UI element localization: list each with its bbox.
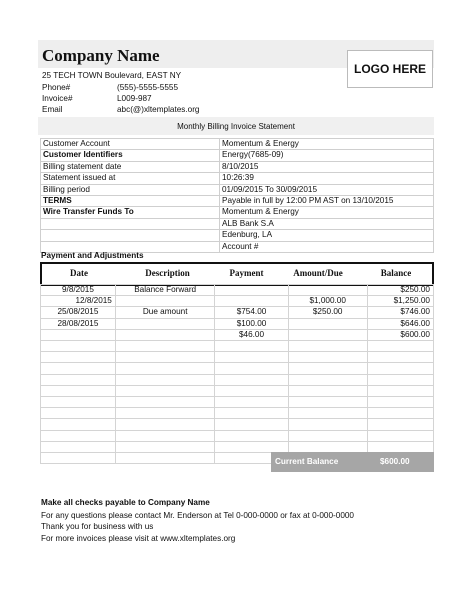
phone-label: Phone# (42, 83, 71, 92)
cell-description (115, 363, 215, 374)
cell-description (115, 430, 215, 441)
cell-date (41, 430, 116, 441)
cell-balance (367, 363, 433, 374)
cell-date (41, 408, 116, 419)
checks-payable-note: Make all checks payable to Company Name (41, 498, 210, 507)
account-row-value: ALB Bank S.A (220, 218, 434, 229)
account-row-value: Account # (220, 241, 434, 252)
cell-balance (367, 385, 433, 396)
account-row-value: 10:26:39 (220, 173, 434, 184)
cell-amount-due (288, 363, 367, 374)
current-balance-value: $600.00 (380, 457, 410, 466)
email-value: abc(@)xltemplates.org (117, 105, 200, 114)
account-row-value: 8/10/2015 (220, 161, 434, 172)
cell-balance: $250.00 (367, 285, 433, 296)
col-header-amount-due: Amount/Due (293, 268, 343, 278)
table-row (41, 296, 434, 307)
current-balance-label: Current Balance (275, 457, 339, 466)
cell-amount-due (288, 430, 367, 441)
cell-balance: $746.00 (367, 307, 433, 318)
col-header-date: Date (70, 268, 88, 278)
cell-balance: $646.00 (367, 318, 433, 329)
cell-date: 12/8/2015 (41, 296, 116, 307)
cell-payment (215, 363, 288, 374)
cell-amount-due: $1,000.00 (288, 296, 367, 307)
cell-description (115, 318, 215, 329)
payments-header-row (40, 262, 434, 286)
cell-balance (367, 430, 433, 441)
account-row (41, 230, 434, 241)
account-row-label: Billing statement date (41, 161, 220, 172)
cell-payment (215, 408, 288, 419)
more-invoices-note: For more invoices please visit at www.xltemplates.org (41, 534, 236, 543)
cell-date (41, 396, 116, 407)
cell-date: 9/8/2015 (41, 285, 116, 296)
payments-heading: Payment and Adjustments (41, 251, 144, 260)
cell-amount-due (288, 408, 367, 419)
account-row-label (41, 230, 220, 241)
account-row-value: 01/09/2015 To 30/09/2015 (220, 184, 434, 195)
table-row (41, 430, 434, 441)
cell-description (115, 441, 215, 452)
cell-payment: $100.00 (215, 318, 288, 329)
account-row (41, 196, 434, 207)
cell-date (41, 352, 116, 363)
cell-payment (215, 374, 288, 385)
cell-date (41, 374, 116, 385)
cell-payment (215, 430, 288, 441)
phone-value: (555)-5555-5555 (117, 83, 178, 92)
cell-balance: $600.00 (367, 329, 433, 340)
cell-description (115, 419, 215, 430)
table-row (41, 385, 434, 396)
account-row-value: Momentum & Energy (220, 139, 434, 150)
account-row-value: Energy(7685-09) (220, 150, 434, 161)
cell-amount-due (288, 352, 367, 363)
account-row-label: Statement issued at (41, 173, 220, 184)
cell-payment (215, 396, 288, 407)
company-name: Company Name (42, 46, 160, 65)
cell-balance (367, 396, 433, 407)
account-details-table (40, 138, 434, 253)
cell-amount-due (288, 419, 367, 430)
cell-date (41, 441, 116, 452)
cell-balance (367, 419, 433, 430)
cell-amount-due (288, 341, 367, 352)
logo-placeholder: LOGO HERE (347, 50, 433, 88)
table-row (41, 363, 434, 374)
email-label: Email (42, 105, 63, 114)
cell-description (115, 296, 215, 307)
cell-description: Balance Forward (115, 285, 215, 296)
thanks-note: Thank you for business with us (41, 522, 154, 531)
table-row (41, 396, 434, 407)
account-row (41, 139, 434, 150)
cell-date (41, 329, 116, 340)
account-row-value: Edenburg, LA (220, 230, 434, 241)
cell-balance (367, 441, 433, 452)
cell-amount-due (288, 318, 367, 329)
table-row (41, 419, 434, 430)
cell-balance: $1,250.00 (367, 296, 433, 307)
cell-payment (215, 352, 288, 363)
account-row (41, 161, 434, 172)
table-row (41, 352, 434, 363)
account-row-label: TERMS (41, 196, 220, 207)
cell-balance (367, 374, 433, 385)
account-row (41, 207, 434, 218)
account-row (41, 218, 434, 229)
account-row (41, 150, 434, 161)
cell-description: Due amount (115, 307, 215, 318)
account-row (41, 173, 434, 184)
cell-date (41, 385, 116, 396)
account-row-label: Wire Transfer Funds To (41, 207, 220, 218)
table-row (41, 285, 434, 296)
table-row (41, 374, 434, 385)
cell-payment (215, 296, 288, 307)
questions-note: For any questions please contact Mr. Enderson at Tel 0-000-0000 or fax at 0-000-0000 (41, 511, 354, 520)
cell-description (115, 408, 215, 419)
cell-description (115, 374, 215, 385)
account-row-label: Billing period (41, 184, 220, 195)
cell-amount-due (288, 329, 367, 340)
cell-description (115, 385, 215, 396)
cell-date (41, 419, 116, 430)
account-row-label: Customer Account (41, 139, 220, 150)
cell-payment (215, 385, 288, 396)
table-row (41, 307, 434, 318)
company-address: 25 TECH TOWN Boulevard, EAST NY (42, 71, 182, 80)
statement-title: Monthly Billing Invoice Statement (177, 122, 295, 131)
cell-date (41, 452, 116, 463)
table-row (41, 318, 434, 329)
col-header-balance: Balance (380, 268, 412, 278)
cell-date: 25/08/2015 (41, 307, 116, 318)
cell-date (41, 363, 116, 374)
cell-payment (215, 341, 288, 352)
table-row (41, 341, 434, 352)
account-row-label (41, 218, 220, 229)
cell-payment (215, 441, 288, 452)
invoice-label: Invoice# (42, 94, 73, 103)
cell-payment: $754.00 (215, 307, 288, 318)
account-row (41, 184, 434, 195)
cell-amount-due: $250.00 (288, 307, 367, 318)
table-row (41, 408, 434, 419)
cell-payment: $46.00 (215, 329, 288, 340)
cell-description (115, 396, 215, 407)
cell-date (41, 341, 116, 352)
cell-amount-due (288, 385, 367, 396)
account-row-label: Customer Identifiers (41, 150, 220, 161)
cell-payment (215, 285, 288, 296)
cell-amount-due (288, 285, 367, 296)
cell-balance (367, 341, 433, 352)
account-row-value: Momentum & Energy (220, 207, 434, 218)
col-header-payment: Payment (229, 268, 264, 278)
account-row-value: Payable in full by 12:00 PM AST on 13/10/2015 (220, 196, 434, 207)
col-header-description: Description (145, 268, 190, 278)
cell-date: 28/08/2015 (41, 318, 116, 329)
cell-description (115, 341, 215, 352)
cell-balance (367, 408, 433, 419)
cell-description (115, 452, 215, 463)
cell-amount-due (288, 374, 367, 385)
cell-description (115, 352, 215, 363)
cell-payment (215, 419, 288, 430)
payments-table (40, 284, 434, 464)
table-row (41, 329, 434, 340)
invoice-value: L009-987 (117, 94, 152, 103)
cell-amount-due (288, 441, 367, 452)
cell-description (115, 329, 215, 340)
cell-amount-due (288, 396, 367, 407)
table-row (41, 441, 434, 452)
cell-balance (367, 352, 433, 363)
